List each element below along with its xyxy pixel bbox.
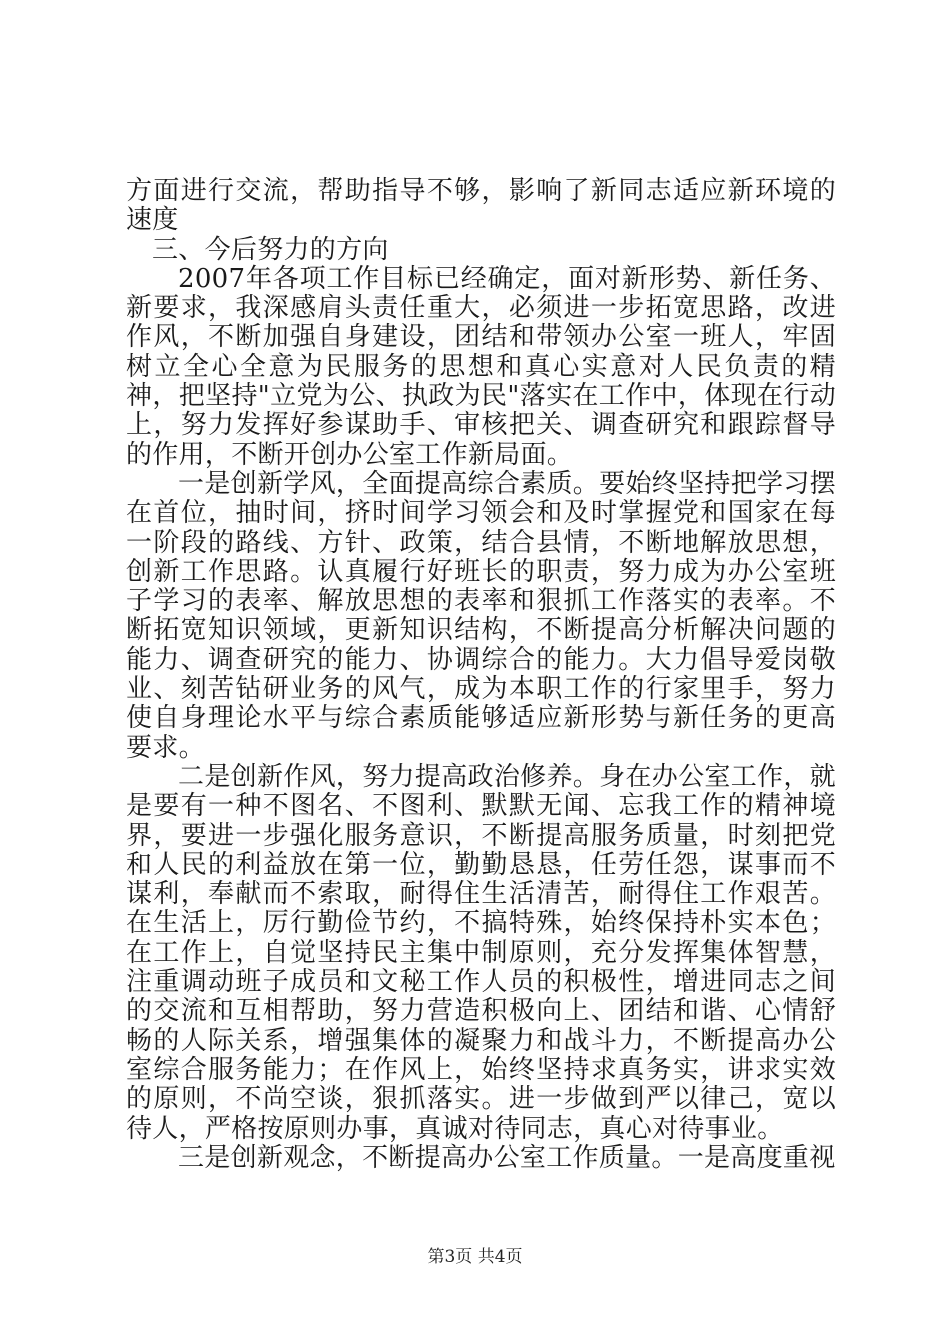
page-footer: 第3页 共4页 (427, 1247, 523, 1267)
paragraph-work-style: 二是创新作风，努力提高政治修养。身在办公室工作，就是要有一种不图名、不图利、默默无闻、忘我工作的精神境界，要进一步强化服务意识，不断提高服务质量，时刻把党和人民的利益放在第一位，勤勤恳恳，任劳任怨，谋事而不谋利，奉献而不索取，耐得住生活清苦，耐得住工作艰苦。在生活上，厉行勤俭节约，不搞特殊，始终保持朴实本色；在工作上，自觉坚持民主集中制原则，充分发挥集体智慧，注重调动班子成员和文秘工作人员的积极性，增进同志之间的交流和互相帮助，努力营造积极向上、团结和谐、心情舒畅的人际关系，增强集体的凝聚力和战斗力，不断提高办公室综合服务能力；在作风上，始终坚持求真务实，讲求实效的原则，不尚空谈，狠抓落实。进一步做到严以律己，宽以待人，严格按原则办事，真诚对待同志，真心对待事业。 (126, 761, 836, 1144)
paragraph-concept: 三是创新观念，不断提高办公室工作质量。一是高度重视 (178, 1142, 836, 1173)
section-heading: 三、今后努力的方向 (152, 234, 389, 265)
paragraph-continuation: 方面进行交流，帮助指导不够，影响了新同志适应新环境的速度 (126, 176, 836, 236)
paragraph-intro: 2007年各项工作目标已经确定，面对新形势、新任务、新要求，我深感肩头责任重大，必须进一步拓宽思路，改进作风，不断加强自身建设，团结和带领办公室一班人，牢固树立全心全意为民服务的思想和真心实意对人民负责的精神，把坚持"立党为公、执政为民"落实在工作中，体现在行动上，努力发挥好参谋助手、审核把关、调查研究和跟踪督导的作用，不断开创办公室工作新局面。 (126, 263, 836, 470)
paragraph-study-style: 一是创新学风，全面提高综合素质。要始终坚持把学习摆在首位，抽时间，挤时间学习领会和及时掌握党和国家在每一阶段的路线、方针、政策，结合县情，不断地解放思想，创新工作思路。认真履行好班长的职责，努力成为办公室班子学习的表率、解放思想的表率和狠抓工作落实的表率。不断拓宽知识领域，更新知识结构，不断提高分析解决问题的能力、调查研究的能力、协调综合的能力。大力倡导爱岗敬业、刻苦钻研业务的风气，成为本职工作的行家里手，努力使自身理论水平与综合素质能够适应新形势与新任务的更高要求。 (126, 468, 836, 763)
body-text (126, 177, 836, 1173)
